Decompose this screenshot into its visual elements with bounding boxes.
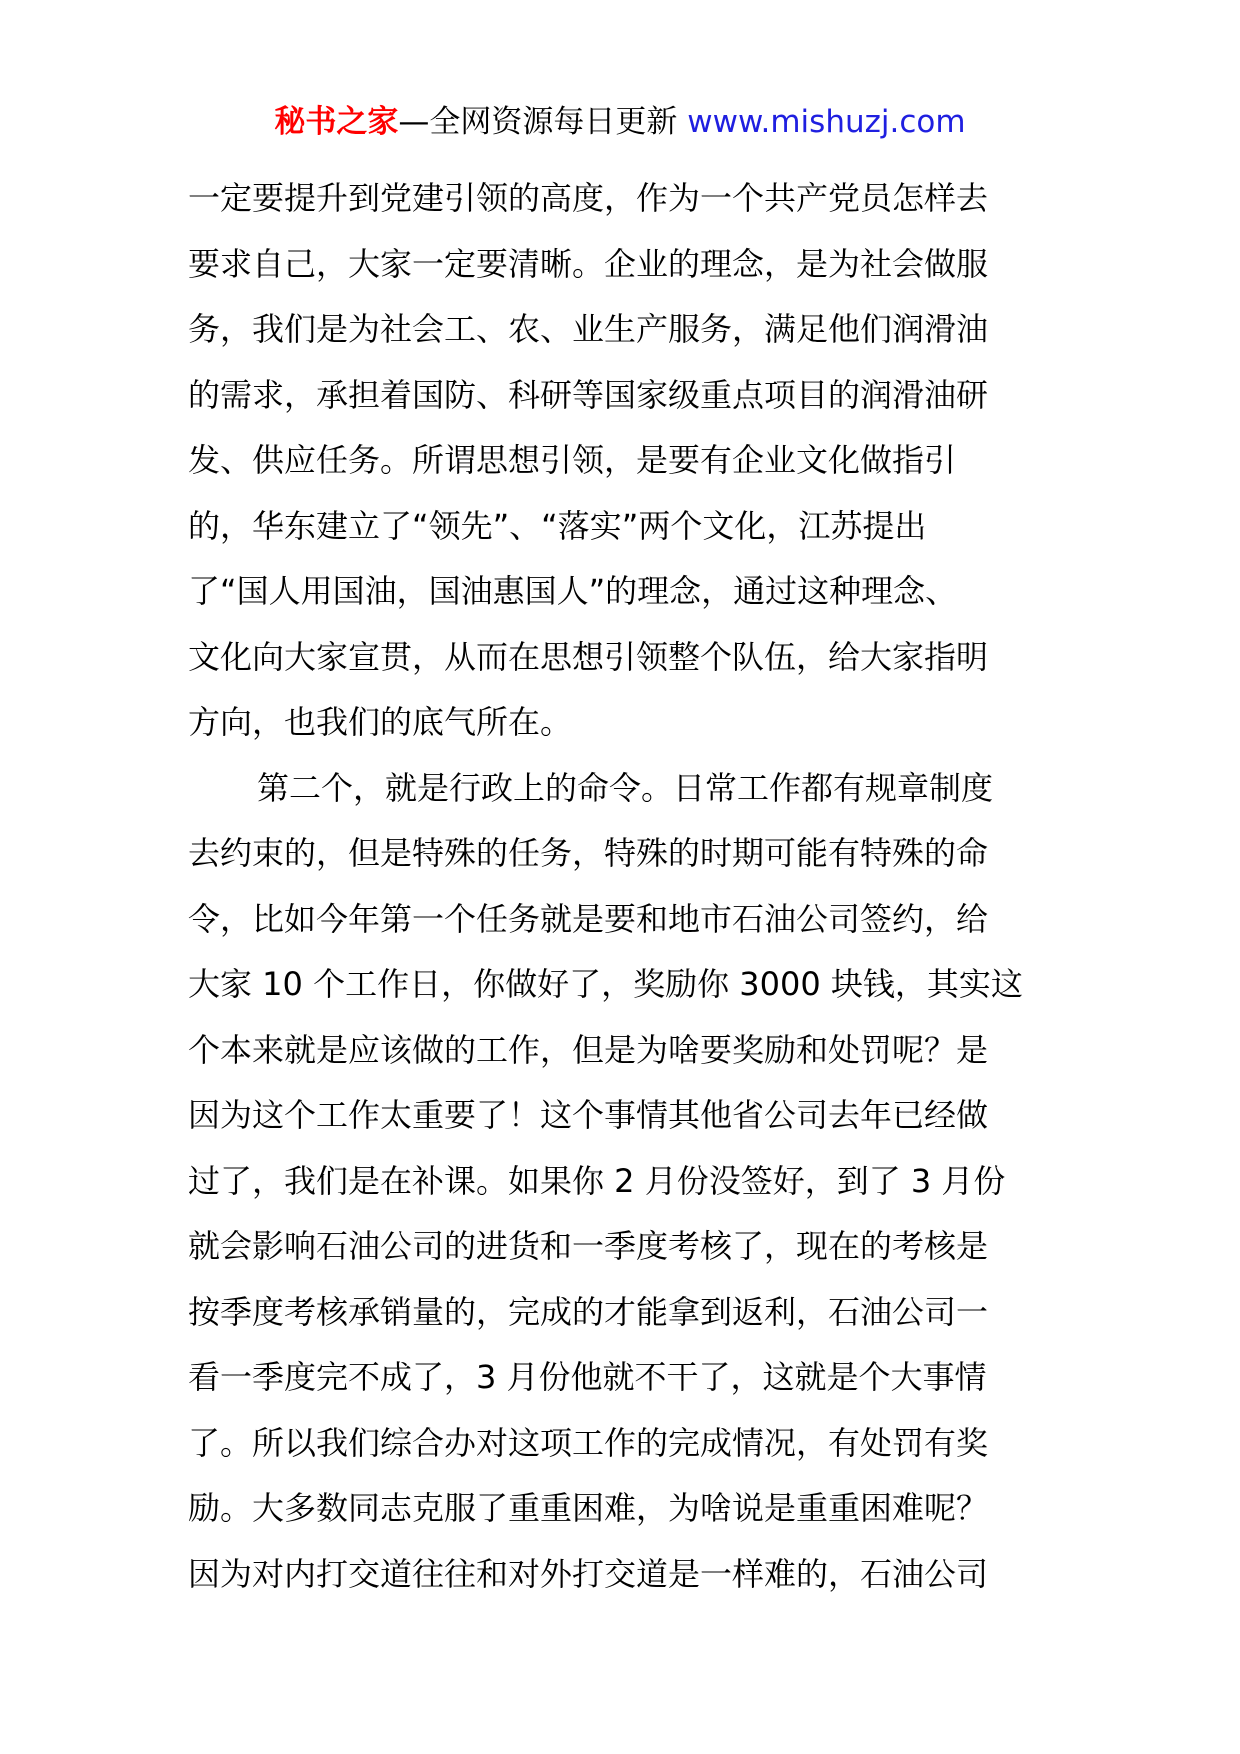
text-line: 令，比如今年第一个任务就是要和地市石油公司签约，给 bbox=[188, 899, 989, 938]
text-line: 看一季度完不成了，3 月份他就不干了，这就是个大事情 bbox=[188, 1358, 987, 1396]
text-line: 去约束的，但是特殊的任务，特殊的时期可能有特殊的命 bbox=[188, 834, 989, 872]
text-line: 大家 10 个工作日，你做好了，奖励你 3000 块钱，其实这 bbox=[188, 965, 1023, 1003]
text-line: 了“国人用国油，国油惠国人”的理念，通过这种理念、 bbox=[188, 572, 958, 610]
text-line: 个本来就是应该做的工作，但是为啥要奖励和处罚呢？是 bbox=[188, 1030, 989, 1069]
text-line: 因为对内打交道往往和对外打交道是一样难的，石油公司 bbox=[188, 1554, 989, 1593]
text-line: 发、供应任务。所谓思想引领，是要有企业文化做指引 bbox=[188, 441, 957, 479]
site-url-link[interactable]: www.mishuzj.com bbox=[687, 104, 966, 140]
text-line: 务，我们是为社会工、农、业生产服务，满足他们润滑油 bbox=[188, 310, 989, 348]
page-header bbox=[0, 100, 1240, 144]
text-line: 要求自己，大家一定要清晰。企业的理念，是为社会做服 bbox=[188, 244, 989, 283]
text-line: 因为这个工作太重要了！这个事情其他省公司去年已经做 bbox=[188, 1096, 989, 1134]
text-line: 文化向大家宣贯，从而在思想引领整个队伍，给大家指明 bbox=[188, 637, 989, 676]
text-line: 方向，也我们的底气所在。 bbox=[188, 703, 573, 741]
text-line: 按季度考核承销量的，完成的才能拿到返利，石油公司一 bbox=[188, 1292, 989, 1331]
text-line: 的需求，承担着国防、科研等国家级重点项目的润滑油研 bbox=[188, 375, 989, 414]
brand-name: 秘书之家 bbox=[274, 104, 399, 140]
text-line: 了。所以我们综合办对这项工作的完成情况，有处罚有奖 bbox=[188, 1423, 989, 1462]
text-line: 的，华东建立了“领先”、“落实”两个文化，江苏提出 bbox=[188, 506, 927, 545]
header-tagline: —全网资源每日更新 bbox=[398, 104, 678, 140]
document-body bbox=[188, 166, 1058, 1607]
text-line: 就会影响石油公司的进货和一季度考核了，现在的考核是 bbox=[188, 1227, 989, 1265]
text-line: 过了，我们是在补课。如果你 2 月份没签好，到了 3 月份 bbox=[188, 1161, 1006, 1200]
text-line: 励。大多数同志克服了重重困难，为啥说是重重困难呢？ bbox=[188, 1489, 989, 1527]
text-line: 一定要提升到党建引领的高度，作为一个共产党员怎样去 bbox=[188, 179, 989, 217]
paragraph-start-line: 第二个，就是行政上的命令。日常工作都有规章制度 bbox=[257, 768, 994, 807]
